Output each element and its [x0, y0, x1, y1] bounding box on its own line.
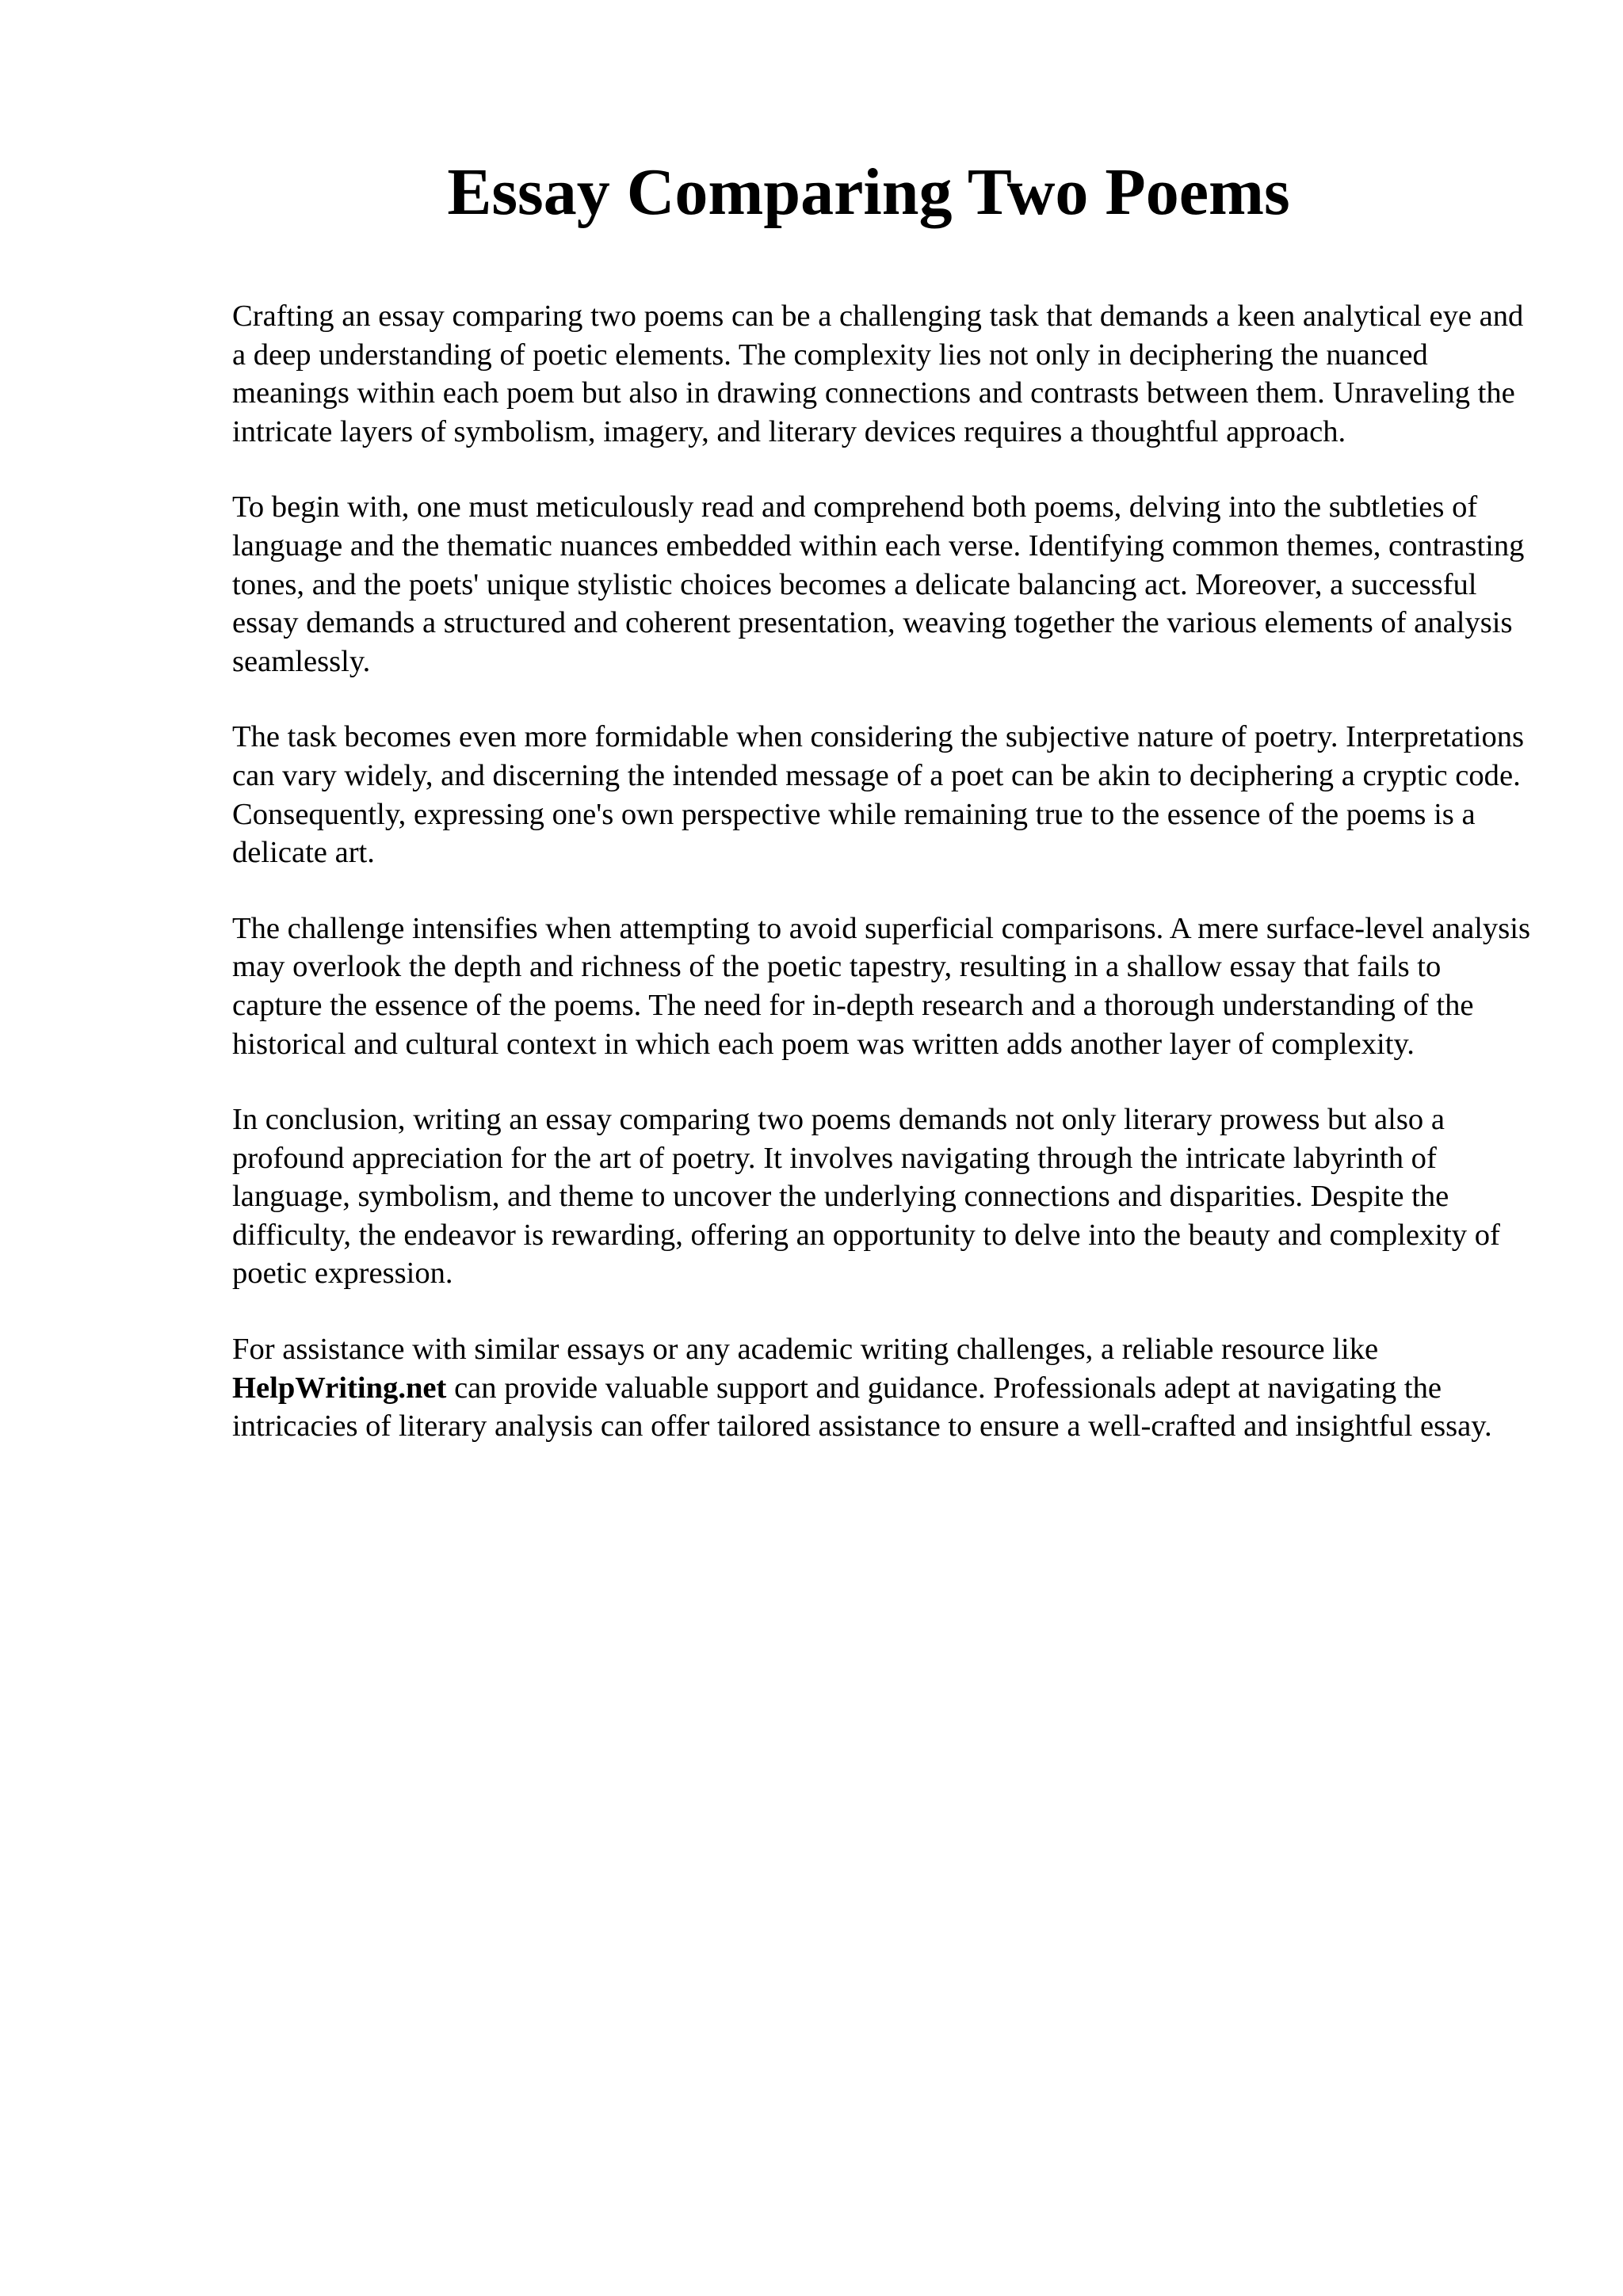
paragraph-1: Crafting an essay comparing two poems can be a challenging task that demands a keen analytical eye and a deep understanding of poetic elements. The complexity lies not only in deciphering the nuanced meanings within each poem but also in drawing connections and contrasts between them. Unraveling the intricate layers of symbolism, imagery, and literary devices requires a thoughtful approach.	[232, 299, 1524, 448]
page-title: Essay Comparing Two Poems	[447, 155, 1290, 229]
closing-text-before: For assistance with similar essays or any academic writing challenges, a reliable resource like	[232, 1333, 1379, 1367]
closing-paragraph	[232, 1330, 1532, 1446]
closing-text-after: can provide valuable support and guidance. Professionals adept at navigating the intricacies of literary analysis can offer tailored assistance to ensure a well-crafted and insightful essay.	[232, 1371, 1492, 1444]
paragraph-4: The challenge intensifies when attempting to avoid superficial comparisons. A mere surface-level analysis may overlook the depth and richness of the poetic tapestry, resulting in a shallow essay that fails to capture the essence of the poems. The need for in-depth research and a thorough understanding of the historical and cultural context in which each poem was written adds another layer of complexity.	[232, 911, 1530, 1061]
paragraph-5: In conclusion, writing an essay comparing two poems demands not only literary prowess but also a profound appreciation for the art of poetry. It involves navigating through the intricate labyrinth of language, symbolism, and theme to uncover the underlying connections and disparities. Despite the difficulty, the endeavor is rewarding, offering an opportunity to delve into the beauty and complexity of poetic expression.	[232, 1103, 1500, 1291]
paragraph-3: The task becomes even more formidable when considering the subjective nature of poetry. Interpretations can vary widely, and discerning the intended message of a poet can be akin to deciphering a cryptic code. Consequently, expressing one's own perspective while remaining true to the essence of the poems is a delicate art.	[232, 720, 1525, 870]
paragraph-2: To begin with, one must meticulously read and comprehend both poems, delving into the subtleties of language and the thematic nuances embedded within each verse. Identifying common themes, contrasting tones, and the poets' unique stylistic choices becomes a delicate balancing act. Moreover, a successful essay demands a structured and coherent presentation, weaving together the various elements of analysis seamlessly.	[232, 490, 1525, 678]
brand-name: HelpWriting.net	[232, 1371, 447, 1405]
essay-body	[232, 297, 1532, 1483]
